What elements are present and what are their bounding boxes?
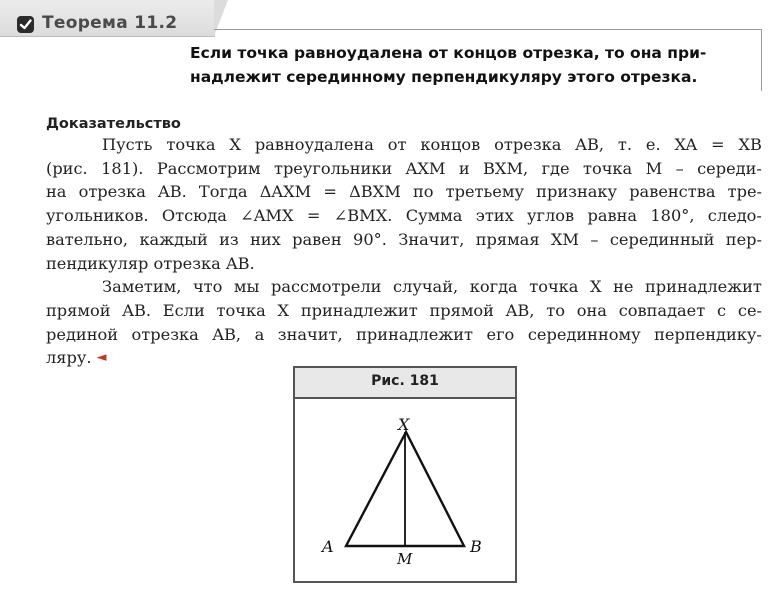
proof-word: с xyxy=(717,300,727,320)
proof-word: = xyxy=(711,135,725,154)
proof-word: что xyxy=(192,277,223,297)
proof-word: прямая xyxy=(475,229,540,249)
proof-word: – xyxy=(590,229,599,249)
proof-word: признаку xyxy=(536,182,618,202)
proof-word: ΔAXM xyxy=(259,182,312,202)
theorem-statement xyxy=(190,41,760,89)
proof-word: BXM, xyxy=(483,158,529,178)
proof-word: а xyxy=(254,324,265,344)
proof-word: ∠BMX. xyxy=(333,206,393,226)
proof-word: из xyxy=(219,229,239,249)
proof-word: серединному xyxy=(527,324,641,344)
proof-word: и xyxy=(458,158,470,178)
proof-word: = xyxy=(306,206,321,226)
proof-word: AB, xyxy=(505,300,535,320)
proof-body xyxy=(46,133,762,370)
proof-word: точка xyxy=(166,135,216,154)
proof-word: X xyxy=(229,135,241,154)
proof-word: Если xyxy=(162,300,205,320)
proof-word: прямой xyxy=(429,300,494,320)
end-of-proof-marker: ◄ xyxy=(96,350,107,366)
proof-word: точка xyxy=(583,158,633,178)
proof-word: т. xyxy=(617,135,633,154)
proof-word: AXM xyxy=(405,158,446,178)
proof-word: не xyxy=(613,277,634,297)
proof-word: – xyxy=(675,158,684,178)
proof-line xyxy=(46,157,762,181)
figure-181 xyxy=(293,366,517,583)
proof-word: угольников. xyxy=(46,206,149,226)
proof-word: Рассмотрим xyxy=(156,158,261,178)
proof-word: Отсюда xyxy=(161,206,227,226)
proof-word: отрезка xyxy=(131,324,199,344)
proof-word: точка xyxy=(529,277,579,297)
proof-word: XA xyxy=(674,135,698,154)
proof-word: ∠AMX xyxy=(240,206,294,226)
proof-word: треугольники xyxy=(273,158,393,178)
proof-word: каждый xyxy=(139,229,208,249)
proof-word: она xyxy=(576,300,607,320)
proof-word: рассмотрели xyxy=(270,277,382,297)
proof-word: Заметим, xyxy=(102,277,182,297)
proof-line: пендикуляр отрезка AB. xyxy=(46,253,255,273)
proof-line xyxy=(46,133,762,157)
proof-word: от xyxy=(387,135,407,154)
proof-word: середи- xyxy=(697,158,762,178)
proof-word: третьему xyxy=(445,182,525,202)
proof-word: рединой xyxy=(46,324,119,344)
proof-word: XM xyxy=(550,229,580,249)
proof-word: AB, xyxy=(575,135,605,154)
proof-word: = xyxy=(323,182,337,202)
label-m: M xyxy=(397,550,413,568)
proof-word: отрезка xyxy=(494,135,562,154)
proof-word: X xyxy=(277,300,290,320)
proof-word: концов xyxy=(420,135,481,154)
theorem-tab-slant xyxy=(214,0,228,36)
proof-word: мы xyxy=(233,277,260,297)
proof-line xyxy=(46,180,762,204)
proof-word: когда xyxy=(469,277,518,297)
proof-word: се- xyxy=(737,300,762,320)
proof-word: Сумма xyxy=(405,206,463,226)
proof-word: равен xyxy=(292,229,342,249)
proof-word: по xyxy=(412,182,434,202)
theorem-rule xyxy=(214,29,762,30)
proof-line xyxy=(46,204,762,228)
proof-word: пер- xyxy=(725,229,762,249)
proof-word: вательно, xyxy=(46,229,129,249)
proof-word: прямой xyxy=(46,300,111,320)
proof-word: 90°. xyxy=(353,229,387,249)
proof-word: серединный xyxy=(609,229,715,249)
proof-line xyxy=(46,323,762,347)
proof-word: его xyxy=(486,324,515,344)
proof-word: совпадает xyxy=(618,300,706,320)
proof-line xyxy=(46,275,762,299)
proof-line: ляру. ◄ xyxy=(46,346,762,370)
statement-line: Если точка равноудалена от концов отрезка, то она при- xyxy=(190,44,707,62)
proof-word: равенства xyxy=(629,182,716,202)
proof-word: углов xyxy=(527,206,575,226)
theorem-label: Теорема 11.2 xyxy=(42,13,178,33)
proof-word: AB. xyxy=(122,300,152,320)
proof-word: перпендику- xyxy=(654,324,762,344)
proof-word: Пусть xyxy=(102,135,153,154)
label-a: A xyxy=(322,537,334,556)
proof-word: то xyxy=(546,300,565,320)
checkmark-icon xyxy=(17,16,34,33)
proof-word: равна xyxy=(587,206,638,226)
proof-word: AB. xyxy=(158,182,187,202)
proof-word: на xyxy=(46,182,67,202)
proof-line xyxy=(46,299,762,323)
proof-word: принадлежит xyxy=(645,277,762,297)
proof-word: X xyxy=(589,277,602,297)
proof-word: них xyxy=(250,229,281,249)
proof-word: где xyxy=(541,158,570,178)
proof-word: тре- xyxy=(727,182,762,202)
proof-word: AB, xyxy=(212,324,242,344)
proof-word: значит, xyxy=(277,324,343,344)
proof-word: следо- xyxy=(707,206,762,226)
proof-word: принадлежит xyxy=(300,300,418,320)
statement-line: надлежит серединному перпендикуляру этого отрезка. xyxy=(190,68,698,86)
proof-word: XB xyxy=(738,135,762,154)
proof-word: случай, xyxy=(392,277,459,297)
proof-heading: Доказательство xyxy=(46,116,181,132)
proof-word: равноудалена xyxy=(254,135,374,154)
proof-word: 180°, xyxy=(650,206,695,226)
label-x: X xyxy=(398,415,410,434)
proof-word: 181). xyxy=(101,158,144,178)
proof-word: е. xyxy=(645,135,661,154)
proof-word: ΔBXM xyxy=(349,182,401,202)
proof-line xyxy=(46,228,762,252)
proof-word: (рис. xyxy=(46,158,88,178)
label-b: B xyxy=(470,537,482,556)
proof-word: точка xyxy=(216,300,266,320)
proof-word: отрезка xyxy=(78,182,146,202)
proof-word: Тогда xyxy=(198,182,248,202)
proof-word: принадлежит xyxy=(356,324,473,344)
figure-title: Рис. 181 xyxy=(371,373,439,389)
theorem-rule-vertical xyxy=(761,29,762,91)
triangle-diagram xyxy=(295,368,515,581)
proof-word: Значит, xyxy=(398,229,465,249)
proof-word: этих xyxy=(475,206,514,226)
proof-word: M xyxy=(645,158,663,178)
